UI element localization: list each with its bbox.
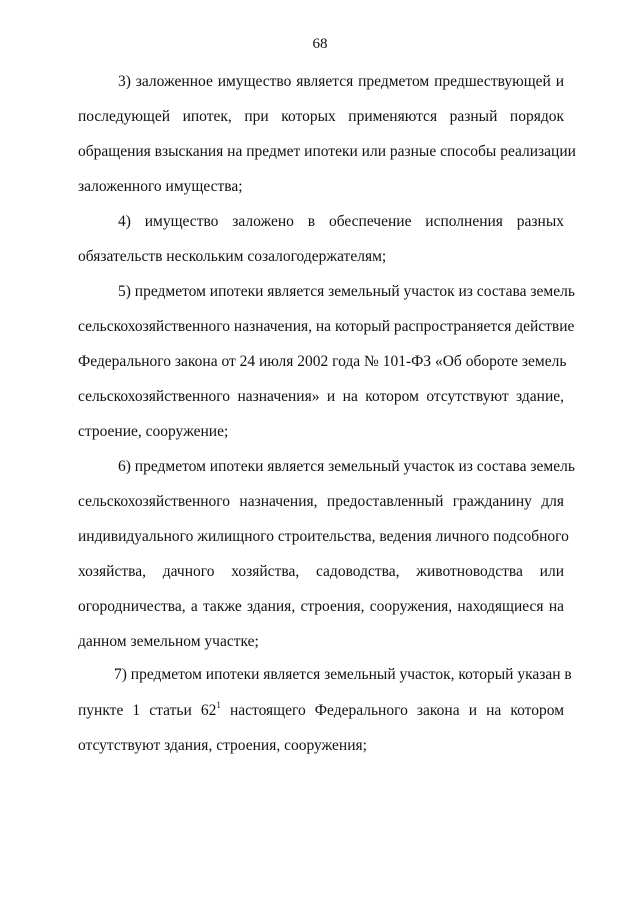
paragraph-4-line-1: 4) имущество заложено в обеспечение исполнения разных <box>118 213 564 230</box>
paragraph-6-line-6: данном земельном участке; <box>78 633 259 650</box>
paragraph-5-line-1: 5) предметом ипотеки является земельный участок из состава земель <box>118 283 575 300</box>
paragraph-5-line-3: Федерального закона от 24 июля 2002 года № 101-ФЗ «Об обороте земель <box>78 353 567 370</box>
paragraph-5-line-5: строение, сооружение; <box>78 423 229 440</box>
paragraph-3-line-4: заложенного имущества; <box>78 178 243 195</box>
paragraph-7-line-2-text-before: пункте 1 статьи 62 <box>78 702 217 719</box>
paragraph-4-line-2: обязательств нескольким созалогодержателям; <box>78 248 387 265</box>
paragraph-3-line-2: последующей ипотек, при которых применяются разный порядок <box>78 108 564 125</box>
paragraph-7-line-1: 7) предметом ипотеки является земельный участок, который указан в <box>114 666 572 683</box>
paragraph-6-line-4: хозяйства, дачного хозяйства, садоводства, животноводства или <box>78 563 564 580</box>
paragraph-7-line-2-text-after: настоящего Федерального закона и на котором <box>220 702 564 719</box>
paragraph-3-line-3: обращения взыскания на предмет ипотеки или разные способы реализации <box>78 143 576 160</box>
paragraph-5-line-4: сельскохозяйственного назначения» и на котором отсутствуют здание, <box>78 388 564 405</box>
paragraph-5-line-2: сельскохозяйственного назначения, на который распространяется действие <box>78 318 575 335</box>
paragraph-6-line-1: 6) предметом ипотеки является земельный участок из состава земель <box>118 458 575 475</box>
paragraph-6-line-5: огородничества, а также здания, строения, сооружения, находящиеся на <box>78 598 564 615</box>
paragraph-6-line-3: индивидуального жилищного строительства, ведения личного подсобного <box>78 528 569 545</box>
paragraph-3-line-1: 3) заложенное имущество является предметом предшествующей и <box>118 73 564 90</box>
paragraph-7-line-3: отсутствуют здания, строения, сооружения; <box>78 737 367 754</box>
paragraph-6-line-2: сельскохозяйственного назначения, предоставленный гражданину для <box>78 493 564 510</box>
paragraph-7-line-2 <box>78 701 564 721</box>
page-number: 68 <box>312 36 328 52</box>
footnote-superscript: 1 <box>216 700 221 710</box>
